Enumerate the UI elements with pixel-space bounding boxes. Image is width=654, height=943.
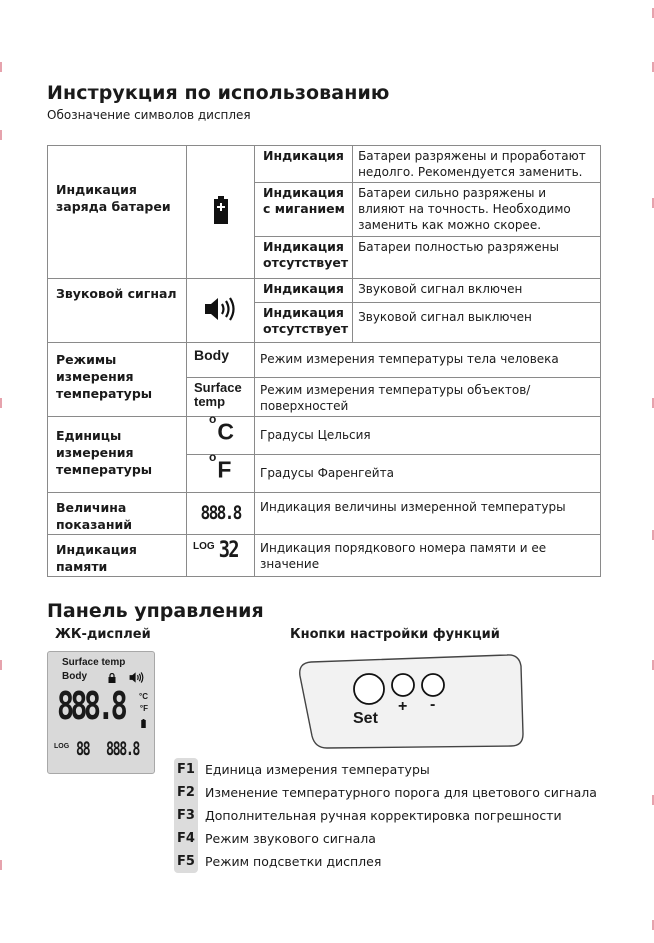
page-title: Инструкция по использованию [47,82,390,104]
panel-title: Панель управления [47,600,264,622]
plus-button[interactable] [392,674,414,696]
battery-label: Индикация заряда батареи [48,146,187,279]
speaker-icon [203,295,239,323]
reading-text: Индикация величины измеренной температуры [255,493,601,535]
unit-celsius-symbol [187,412,255,455]
battery-icon-cell [187,146,255,279]
lcd-log-number: 88 [76,738,90,760]
sound-text-1: Звуковой сигнал включен [353,279,601,303]
memory-symbol-cell [187,535,255,577]
unit-f-letter: F [217,456,232,483]
speaker-icon [128,671,146,684]
battery-text-3: Батареи полностью разряжены [353,237,601,279]
function-text: Режим подсветки дисплея [205,854,382,869]
memory-label: Индикация памяти [48,535,187,577]
function-key: F1 [174,758,198,781]
list-item [174,781,604,804]
function-key: F5 [174,850,198,873]
function-text: Дополнительная ручная корректировка погрешности [205,808,562,823]
lcd-unit-c: °C [139,692,148,701]
units-label: Единицы измерения температуры [48,417,187,493]
reading-symbol: 888.8 [200,501,241,524]
function-text: Режим звукового сигнала [205,831,376,846]
button-panel [297,654,527,754]
lcd-display [47,651,155,774]
edge-mark [0,62,2,72]
memory-text: Индикация порядкового номера памяти и ее значение [255,535,601,577]
lcd-big-digits: 888.8 [57,684,125,728]
sound-label: Звуковой сигнал [48,279,187,343]
modes-label: Режимы измерения температуры [48,343,187,417]
panel-outline [297,654,527,750]
table-row [48,343,601,378]
function-key: F3 [174,804,198,827]
degree-icon: o [209,412,217,426]
reading-label: Величина показаний [48,493,187,535]
table-row [48,535,601,577]
battery-indicator-1: Индикация [255,146,353,183]
battery-icon [214,196,228,224]
buttons-title: Кнопки настройки функций [290,627,500,642]
battery-text-1: Батареи разряжены и проработают недолго. Рекомендуется заменить. [353,146,601,183]
symbols-table [47,145,601,577]
edge-mark [0,398,2,408]
sound-indicator-2: Индикация отсутствует [255,303,353,343]
mode-surface-symbol: Surface temp [187,378,255,417]
table-row [48,146,601,183]
table-row [48,493,601,535]
mode-body-symbol: Body [187,343,255,378]
plus-button-label: + [398,698,408,715]
battery-indicator-2: Индикация с миганием [255,183,353,237]
list-item [174,850,604,873]
table-row [48,417,601,455]
lcd-log-value: 888.8 [106,738,140,760]
list-item [174,758,604,781]
reading-symbol-cell [187,493,255,535]
battery-text-2: Батареи сильно разряжены и влияют на точность. Необходимо заменить как можно скорее. [353,183,601,237]
function-text: Единица измерения температуры [205,762,430,777]
degree-icon: o [209,450,217,464]
lcd-body-label: Body [62,671,87,682]
unit-fahrenheit-symbol [187,450,255,493]
unit-c-letter: C [217,418,234,445]
unit-celsius-text: Градусы Цельсия [255,417,601,455]
edge-mark [0,860,2,870]
battery-icon [141,719,146,728]
lcd-surface-label: Surface temp [62,657,126,668]
minus-button-label: - [430,696,436,713]
list-item [174,804,604,827]
set-button[interactable] [352,672,386,706]
memory-number: 32 [218,538,238,563]
speaker-icon-cell [187,279,255,343]
lcd-unit-f: °F [139,704,148,713]
page-subtitle: Обозначение символов дисплея [47,108,251,122]
lock-icon [108,673,116,683]
memory-log-label: LOG [193,541,215,552]
function-list [174,758,604,873]
table-row [48,279,601,303]
battery-indicator-3: Индикация отсутствует [255,237,353,279]
minus-button[interactable] [422,674,444,696]
mode-surface-text: Режим измерения температуры объектов/ поверхностей [255,378,601,417]
mode-body-text: Режим измерения температуры тела человека [255,343,601,378]
sound-indicator-1: Индикация [255,279,353,303]
lcd-log-label: LOG [54,743,70,750]
edge-mark [0,130,2,140]
set-button-label: Set [353,710,378,727]
function-key: F4 [174,827,198,850]
sound-text-2: Звуковой сигнал выключен [353,303,601,343]
list-item [174,827,604,850]
function-key: F2 [174,781,198,804]
lcd-title: ЖК-дисплей [55,627,151,642]
edge-mark [0,660,2,670]
function-text: Изменение температурного порога для цветового сигнала [205,785,597,800]
unit-fahrenheit-text: Градусы Фаренгейта [255,455,601,493]
